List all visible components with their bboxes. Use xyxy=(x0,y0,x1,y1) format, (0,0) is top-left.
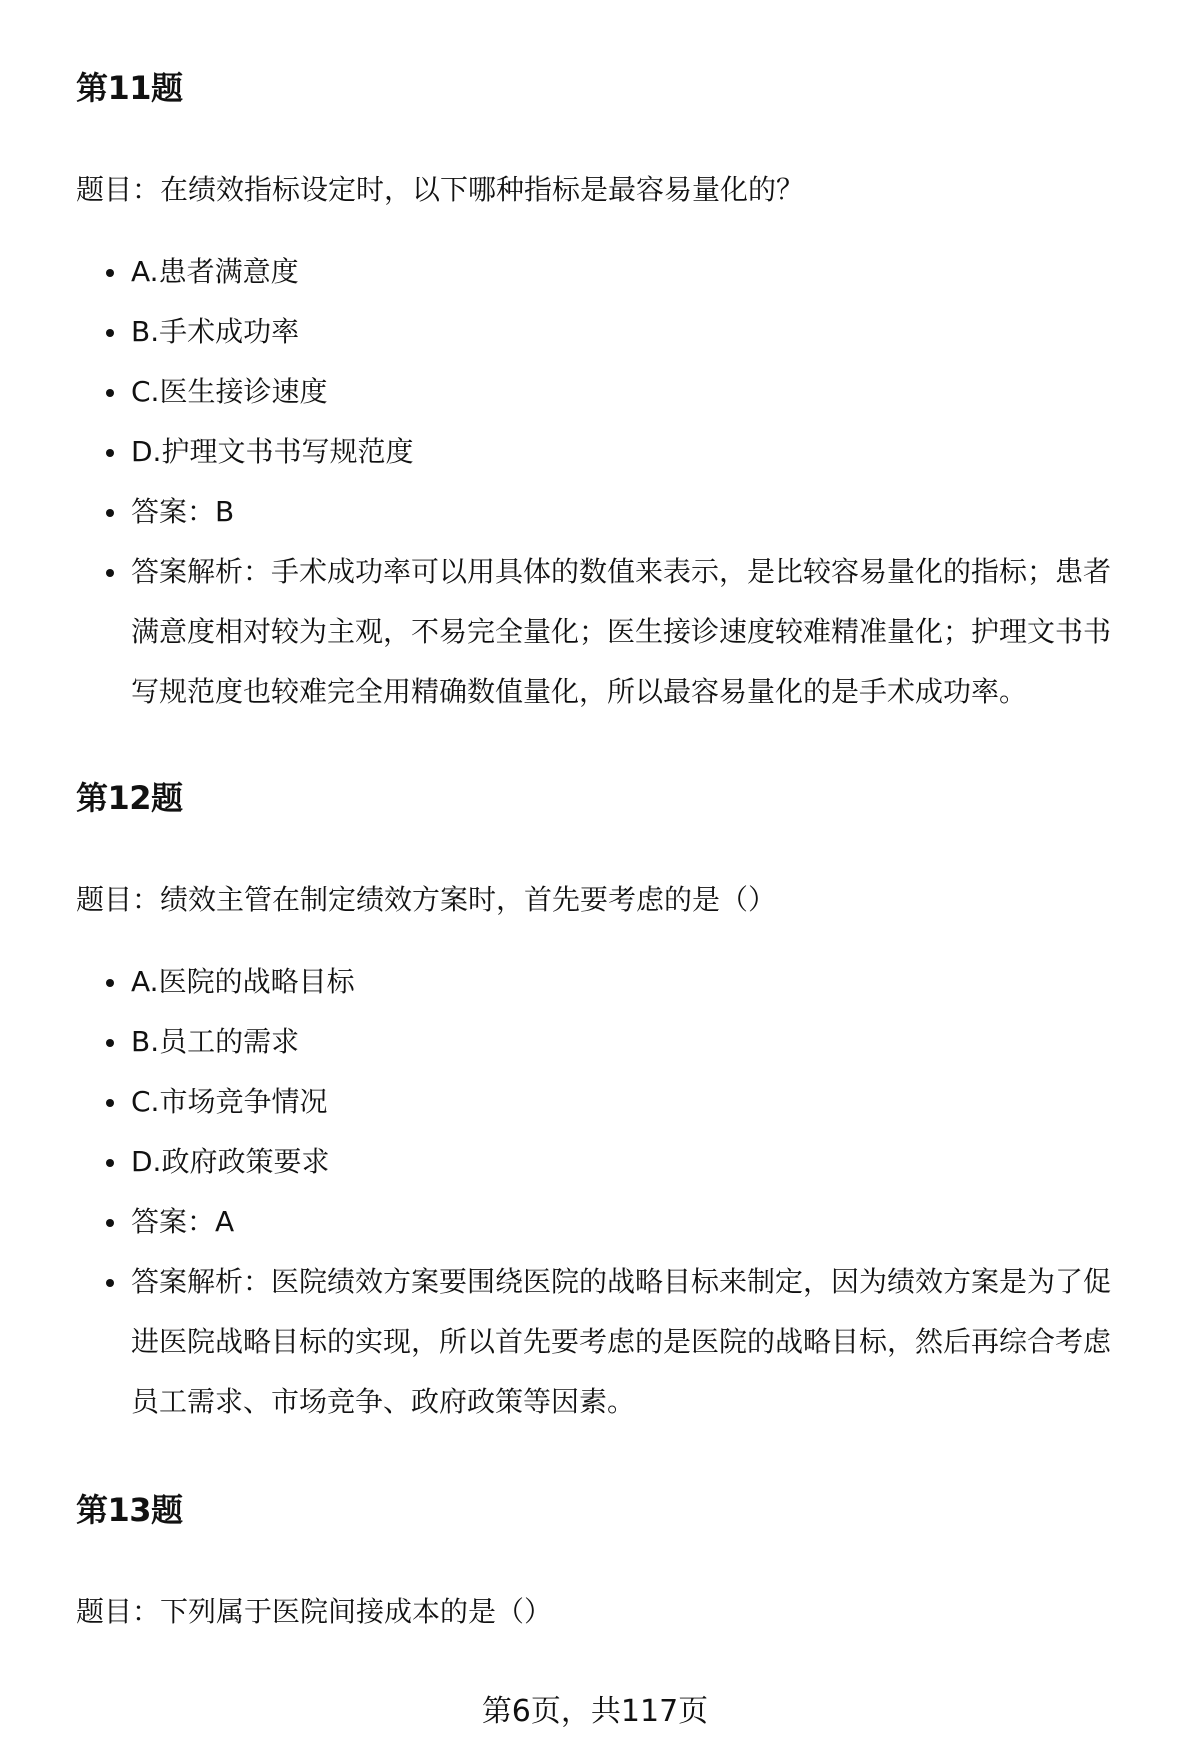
option-list xyxy=(76,952,1116,1432)
question-stem: 题目：绩效主管在制定绩效方案时，首先要考虑的是（） xyxy=(76,883,777,916)
option-c: C.市场竞争情况 xyxy=(131,1072,1116,1132)
option-b: B.员工的需求 xyxy=(131,1012,1116,1072)
answer: 答案：B xyxy=(131,482,1116,542)
option-d: D.护理文书书写规范度 xyxy=(131,422,1116,482)
question-13 xyxy=(76,1488,1116,1634)
answer: 答案：A xyxy=(131,1192,1116,1252)
question-stem: 题目：在绩效指标设定时，以下哪种指标是最容易量化的？ xyxy=(76,173,805,206)
option-a: A.医院的战略目标 xyxy=(131,952,1116,1012)
option-d: D.政府政策要求 xyxy=(131,1132,1116,1192)
option-b: B.手术成功率 xyxy=(131,302,1116,362)
answer-explanation: 答案解析：手术成功率可以用具体的数值来表示，是比较容易量化的指标；患者满意度相对较为主观，不易完全量化；医生接诊速度较难精准量化；护理文书书写规范度也较难完全用精确数值量化，所以最容易量化的是手术成功率。 xyxy=(131,542,1116,722)
option-list xyxy=(76,242,1116,722)
question-heading: 第11题 xyxy=(76,69,183,107)
question-11 xyxy=(76,66,1116,722)
question-heading: 第12题 xyxy=(76,779,183,817)
page-indicator: 第6页，共117页 xyxy=(481,1694,709,1729)
option-a: A.患者满意度 xyxy=(131,242,1116,302)
question-stem: 题目：下列属于医院间接成本的是（） xyxy=(76,1595,553,1628)
option-c: C.医生接诊速度 xyxy=(131,362,1116,422)
question-heading: 第13题 xyxy=(76,1491,183,1529)
question-12 xyxy=(76,776,1116,1432)
answer-explanation: 答案解析：医院绩效方案要围绕医院的战略目标来制定，因为绩效方案是为了促进医院战略目标的实现，所以首先要考虑的是医院的战略目标，然后再综合考虑员工需求、市场竞争、政府政策等因素。 xyxy=(131,1252,1116,1432)
